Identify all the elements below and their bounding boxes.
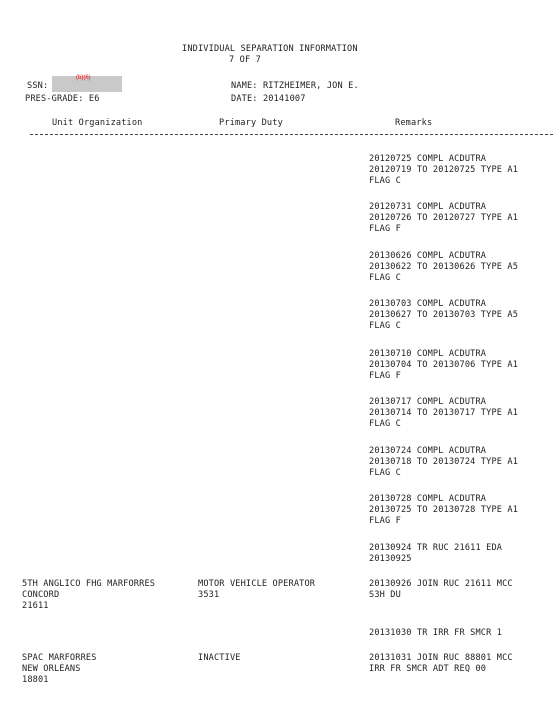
remark-block: [369, 446, 553, 479]
duty-line: INACTIVE: [198, 653, 241, 663]
remark-block: [369, 299, 553, 332]
remark-line: FLAG C: [369, 419, 401, 429]
table-row-unit: [22, 579, 155, 612]
remark-line: 20130703 COMPL ACDUTRA: [369, 299, 487, 309]
pres-grade: PRES-GRADE: E6: [25, 94, 100, 104]
remark-line: 20130717 COMPL ACDUTRA: [369, 397, 487, 407]
remark-line: 20130925: [369, 554, 412, 564]
ssn-label: SSN:: [27, 81, 49, 91]
remark-line: 20130627 TO 20130703 TYPE A5: [369, 310, 519, 320]
remark-line: 20130714 TO 20130717 TYPE A1: [369, 408, 519, 418]
member-name: NAME: RITZHEIMER, JON E.: [231, 81, 359, 91]
remark-line: 20131031 JOIN RUC 88801 MCC: [369, 653, 513, 663]
remark-line: 20120725 COMPL ACDUTRA: [369, 154, 487, 164]
table-row-remarks: [369, 579, 553, 601]
remark-line: 20130725 TO 20130728 TYPE A1: [369, 505, 519, 515]
column-header-unit: Unit Organization: [52, 118, 143, 128]
header-divider: [30, 134, 553, 135]
remark-line: FLAG F: [369, 371, 401, 381]
unit-line: 18801: [22, 675, 49, 685]
unit-line: SPAC MARFORRES: [22, 653, 97, 663]
remark-block: [369, 251, 553, 284]
unit-line: 21611: [22, 601, 49, 611]
remark-line: 20130924 TR RUC 21611 EDA: [369, 543, 503, 553]
remark-line: 20130728 COMPL ACDUTRA: [369, 494, 487, 504]
remark-block: [369, 494, 553, 527]
table-row-duty: [198, 653, 241, 664]
remark-line: 20130718 TO 20130724 TYPE A1: [369, 457, 519, 467]
column-header-remarks: Remarks: [395, 118, 433, 128]
remark-line: FLAG C: [369, 176, 401, 186]
table-row-duty: [198, 579, 315, 601]
remark-line: 20130704 TO 20130706 TYPE A1: [369, 360, 519, 370]
document-title: INDIVIDUAL SEPARATION INFORMATION: [182, 44, 358, 54]
remark-line: FLAG F: [369, 224, 401, 234]
remark-line: 20120719 TO 20120725 TYPE A1: [369, 165, 519, 175]
remark-block: [369, 349, 553, 382]
redaction-code: (b)(6): [76, 75, 91, 81]
report-date: DATE: 20141007: [231, 94, 306, 104]
remark-block: [369, 154, 553, 187]
remark-line: 20130926 JOIN RUC 21611 MCC: [369, 579, 513, 589]
remark-line: S3H DU: [369, 590, 401, 600]
remark-line: FLAG F: [369, 516, 401, 526]
table-row-unit: [22, 653, 97, 686]
remark-block: [369, 397, 553, 430]
remark-line: FLAG C: [369, 273, 401, 283]
remark-line: 20131030 TR IRR FR SMCR 1: [369, 628, 503, 638]
duty-line: MOTOR VEHICLE OPERATOR: [198, 579, 316, 589]
unit-line: 5TH ANGLICO FHG MARFORRES: [22, 579, 156, 589]
unit-line: CONCORD: [22, 590, 60, 600]
remark-line: FLAG C: [369, 321, 401, 331]
page-number: 7 OF 7: [229, 55, 261, 65]
column-header-duty: Primary Duty: [219, 118, 283, 128]
remark-line: 20130622 TO 20130626 TYPE A5: [369, 262, 519, 272]
unit-line: NEW ORLEANS: [22, 664, 81, 674]
table-row-remarks: [369, 628, 553, 639]
remark-line: IRR FR SMCR ADT REQ 00: [369, 664, 487, 674]
duty-line: 3531: [198, 590, 220, 600]
remark-block: [369, 202, 553, 235]
remark-line: FLAG C: [369, 468, 401, 478]
remark-line: 20120726 TO 20120727 TYPE A1: [369, 213, 519, 223]
remark-line: 20130626 COMPL ACDUTRA: [369, 251, 487, 261]
remark-line: 20120731 COMPL ACDUTRA: [369, 202, 487, 212]
table-row-remarks: [369, 653, 553, 675]
remark-block: [369, 543, 553, 565]
remark-line: 20130724 COMPL ACDUTRA: [369, 446, 487, 456]
remark-line: 20130710 COMPL ACDUTRA: [369, 349, 487, 359]
